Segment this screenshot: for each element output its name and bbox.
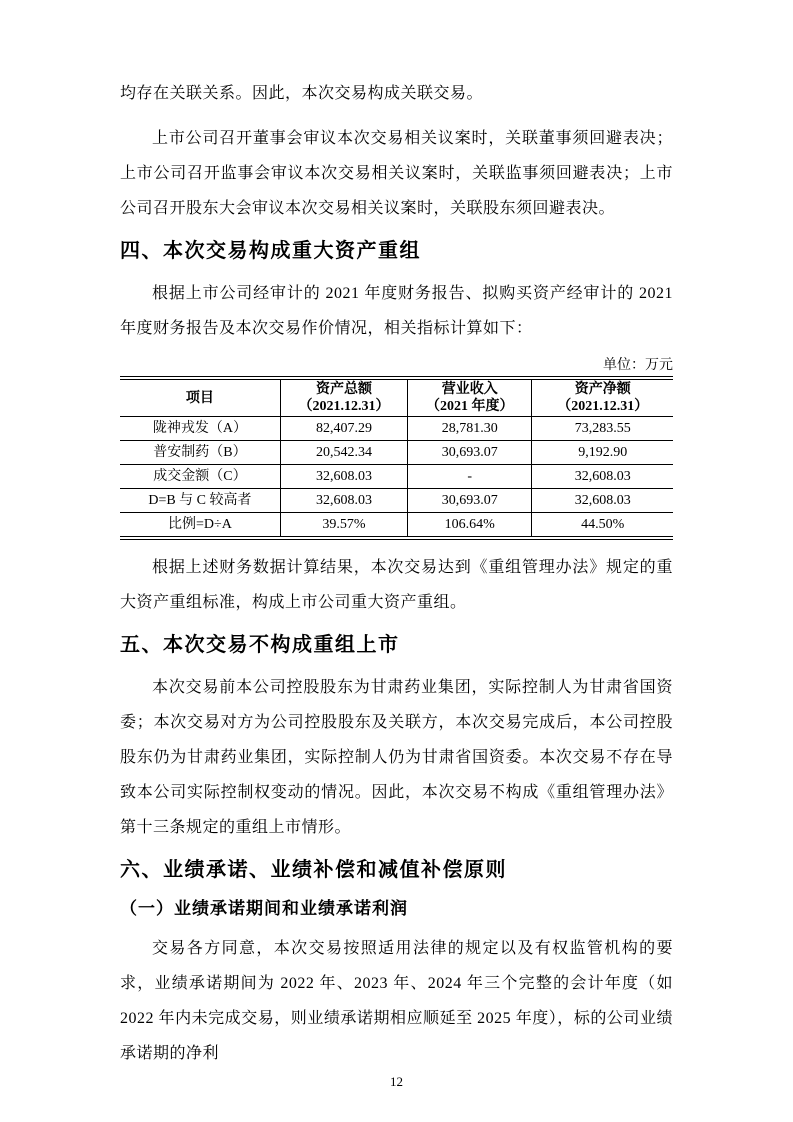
table-row-longshenrongfa: [120, 417, 673, 441]
paragraph-control-unchanged: 本次交易前本公司控股股东为甘肃药业集团，实际控制人为甘肃省国资委；本次交易对方为公司控股股东及关联方，本次交易完成后，本公司控股股东仍为甘肃药业集团，实际控制人仍为甘肃省国资委。本次交易不存在导致本公司实际控制权变动的情况。因此，本次交易不构成《重组管理办法》第十三条规定的重组上市情形。: [120, 679, 673, 836]
table-cell: 9,192.90: [532, 441, 673, 465]
table-cell: 106.64%: [408, 513, 532, 539]
table-header-date: （2021.12.31）: [298, 399, 390, 414]
subsection-heading-commitment-period: （一）业绩承诺期间和业绩承诺利润: [120, 899, 408, 918]
table-row-transaction-amount: [120, 465, 673, 489]
paragraph-commitment-period: 交易各方同意，本次交易按照适用法律的规定以及有权监管机构的要求，业绩承诺期间为 2022 年、2023 年、2024 年三个完整的会计年度（如 2022 年内未完成交易，则业绩承诺期相应顺延至 2025 年度），标的公司业绩承诺期的净利: [120, 940, 673, 1062]
page-number: 12: [390, 1074, 403, 1089]
table-header-item: [120, 378, 280, 417]
paragraph-indicator-calculation-intro: 根据上市公司经审计的 2021 年度财务报告、拟购买资产经审计的 2021 年度财务报告及本次交易作价情况，相关指标计算如下：: [120, 285, 673, 337]
table-row-puan-pharma: [120, 441, 673, 465]
paragraph-related-transaction-conclusion: 均存在关联关系。因此，本次交易构成关联交易。: [120, 85, 484, 102]
financial-indicators-table: [120, 376, 673, 540]
table-cell: 30,693.07: [408, 489, 532, 513]
table-header-total-assets: [280, 378, 407, 417]
table-cell: 20,542.34: [280, 441, 407, 465]
table-cell: -: [408, 465, 532, 489]
table-cell: D=B 与 C 较高者: [120, 489, 280, 513]
table-header-operating-revenue: [408, 378, 532, 417]
table-cell: 44.50%: [532, 513, 673, 539]
table-cell: 32,608.03: [280, 489, 407, 513]
table-cell: 30,693.07: [408, 441, 532, 465]
section-heading-major-asset-restructuring: 四、本次交易构成重大资产重组: [120, 240, 421, 262]
table-cell: 28,781.30: [408, 417, 532, 441]
paragraph-voting-avoidance: 上市公司召开董事会审议本次交易相关议案时，关联董事须回避表决；上市公司召开监事会审议本次交易相关议案时，关联监事须回避表决；上市公司召开股东大会审议本次交易相关议案时，关联股东须回避表决。: [120, 130, 673, 217]
table-header-date: （2021.12.31）: [557, 399, 649, 414]
table-cell: 成交金额（C）: [120, 465, 280, 489]
table-cell: 32,608.03: [280, 465, 407, 489]
table-row-higher-of-b-c: [120, 489, 673, 513]
section-heading-not-restructuring-listing: 五、本次交易不构成重组上市: [120, 634, 400, 656]
table-cell: 32,608.03: [532, 489, 673, 513]
section-heading-performance-commitment: 六、业绩承诺、业绩补偿和减值补偿原则: [120, 859, 507, 881]
table-unit-label: 单位：万元: [603, 358, 673, 373]
table-header-text: 资产总额: [315, 382, 372, 397]
table-cell: 比例=D÷A: [120, 513, 280, 539]
paragraph-restructuring-conclusion: 根据上述财务数据计算结果，本次交易达到《重组管理办法》规定的重大资产重组标准，构成上市公司重大资产重组。: [120, 559, 673, 611]
table-header-row: [120, 378, 673, 417]
table-cell: 陇神戎发（A）: [120, 417, 280, 441]
table-header-text: 项目: [185, 390, 214, 406]
table-cell: 32,608.03: [532, 465, 673, 489]
table-cell: 39.57%: [280, 513, 407, 539]
table-cell: 普安制药（B）: [120, 441, 280, 465]
table-row-ratio: [120, 513, 673, 539]
table-cell: 73,283.55: [532, 417, 673, 441]
table-cell: 82,407.29: [280, 417, 407, 441]
table-header-text: 营业收入: [441, 382, 498, 397]
table-header-date: （2021 年度）: [426, 399, 514, 414]
table-header-net-assets: [532, 378, 673, 417]
table-header-text: 资产净额: [574, 382, 631, 397]
page-content: [120, 76, 673, 1091]
